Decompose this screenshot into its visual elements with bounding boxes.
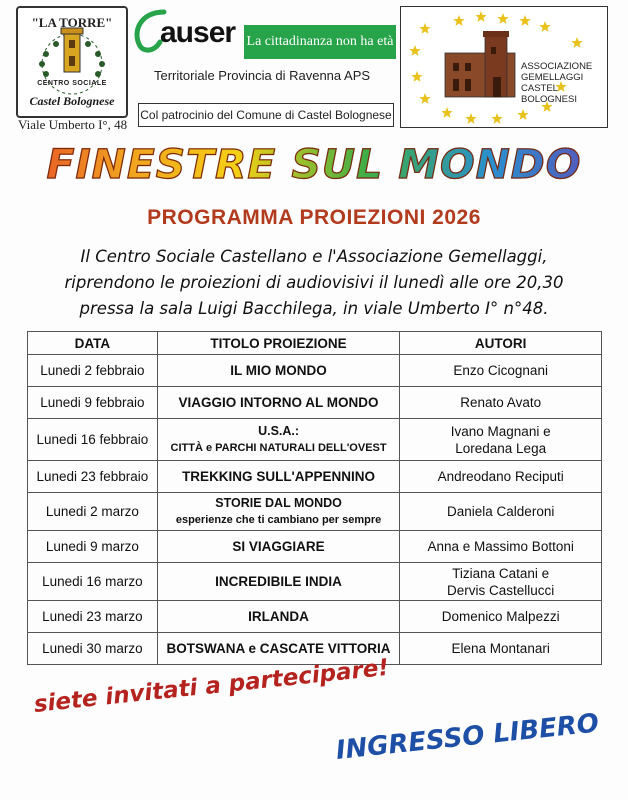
schedule-table <box>27 331 602 665</box>
table-row <box>28 461 602 493</box>
auser-territoriale: Territoriale Provincia di Ravenna APS <box>154 68 371 83</box>
star-icon <box>539 21 550 32</box>
title-line: INCREDIBILE INDIA <box>215 574 342 589</box>
table-row <box>28 387 602 419</box>
la-torre-logo <box>16 6 128 118</box>
auser-logo <box>130 8 240 56</box>
gemellaggi-logo <box>400 6 608 128</box>
torre-subtitle: CENTRO SOCIALE <box>37 80 107 87</box>
intro-paragraph <box>40 244 588 322</box>
table-row <box>28 601 602 633</box>
author-line: Anna e Massimo Bottoni <box>427 539 574 554</box>
gemellaggi-text: ASSOCIAZIONE GEMELLAGGI CASTEL BOLOGNESI <box>521 61 593 105</box>
row-title <box>157 461 400 493</box>
table-row <box>28 531 602 563</box>
row-date: Lunedi 23 febbraio <box>28 461 158 493</box>
star-icon <box>491 113 502 124</box>
title-line: BOTSWANA e CASCATE VITTORIA <box>166 641 391 656</box>
row-authors <box>400 461 602 493</box>
row-date: Lunedi 30 marzo <box>28 633 158 665</box>
row-authors <box>400 531 602 563</box>
table-row <box>28 633 602 665</box>
auser-brand: auser <box>160 16 236 49</box>
intro-line: pressa la sala Luigi Bacchilega, in viale Umberto I° n°48. <box>79 299 549 318</box>
row-date: Lunedi 9 marzo <box>28 531 158 563</box>
title-line: SI VIAGGIARE <box>232 539 325 554</box>
author-line: Andreodano Reciputi <box>437 469 564 484</box>
author-line: Ivano Magnani e <box>450 423 551 439</box>
star-icon <box>571 37 582 48</box>
row-date: Lunedi 2 marzo <box>28 493 158 531</box>
invitati-text: siete invitati a partecipare! <box>32 654 391 718</box>
row-authors <box>400 493 602 531</box>
star-icon <box>419 23 430 34</box>
title-line: STORIE DAL MONDO <box>215 495 342 510</box>
header-titolo: TITOLO PROIEZIONE <box>157 332 400 355</box>
table-row <box>28 563 602 601</box>
row-title <box>157 601 400 633</box>
row-title <box>157 563 400 601</box>
row-authors <box>400 563 602 601</box>
row-authors <box>400 601 602 633</box>
row-title <box>157 387 400 419</box>
row-authors <box>400 419 602 461</box>
author-line: Daniela Calderoni <box>447 504 555 519</box>
star-icon <box>441 107 452 118</box>
table-header-row <box>28 332 602 355</box>
title-line: VIAGGIO INTORNO AL MONDO <box>178 395 379 410</box>
intro-line: Il Centro Sociale Castellano e l'Associazione Gemellaggi, <box>80 247 548 266</box>
author-line: Tiziana Catani e <box>452 565 550 581</box>
author-line: Dervis Castellucci <box>447 582 555 598</box>
row-date: Lunedi 16 marzo <box>28 563 158 601</box>
programma-heading: PROGRAMMA PROIEZIONI 2026 <box>147 206 481 229</box>
castle-illustration <box>445 31 515 97</box>
star-icon <box>419 93 430 104</box>
author-line: Enzo Cicognani <box>453 363 548 378</box>
title-line: IL MIO MONDO <box>230 363 327 378</box>
row-authors <box>400 633 602 665</box>
star-icon <box>517 109 528 120</box>
title-line: CITTÀ e PARCHI NATURALI DELL'OVEST <box>170 441 387 454</box>
star-icon <box>465 113 476 124</box>
star-icon <box>475 11 486 22</box>
row-authors <box>400 355 602 387</box>
row-title <box>157 419 400 461</box>
header-autori: AUTORI <box>400 332 602 355</box>
author-line: Domenico Malpezzi <box>441 609 560 624</box>
auser-tagline: La cittadinanza non ha età <box>246 34 394 49</box>
title-line: IRLANDA <box>248 609 309 624</box>
row-title <box>157 531 400 563</box>
torre-town: Castel Bolognese <box>29 94 115 108</box>
row-date: Lunedi 16 febbraio <box>28 419 158 461</box>
row-date: Lunedi 2 febbraio <box>28 355 158 387</box>
row-date: Lunedi 23 marzo <box>28 601 158 633</box>
star-icon <box>409 45 420 56</box>
author-line: Elena Montanari <box>451 641 550 656</box>
title-line: TREKKING SULL'APPENNINO <box>182 469 376 484</box>
patrocinio-text: Col patrocinio del Comune di Castel Bolognese <box>140 108 392 122</box>
row-authors <box>400 387 602 419</box>
ingresso-libero: INGRESSO LIBERO <box>334 708 601 766</box>
star-icon <box>519 15 530 26</box>
main-title: FINESTRE SUL MONDO <box>0 142 628 188</box>
patrocinio-box <box>138 103 394 127</box>
star-icon <box>453 15 464 26</box>
row-title <box>157 355 400 387</box>
author-line: Loredana Lega <box>455 440 547 456</box>
header-data: DATA <box>28 332 158 355</box>
intro-line: riprendono le proiezioni di audiovisivi il lunedì alle ore 20,30 <box>64 273 564 292</box>
table-row <box>28 419 602 461</box>
auser-tagline-box <box>244 25 396 59</box>
row-title <box>157 493 400 531</box>
torre-title: "LA TORRE" <box>31 15 113 30</box>
address: Viale Umberto I°, 48 <box>18 117 128 132</box>
table-row <box>28 355 602 387</box>
row-date: Lunedi 9 febbraio <box>28 387 158 419</box>
title-line: U.S.A.: <box>258 423 300 438</box>
star-icon <box>497 13 508 24</box>
table-row <box>28 493 602 531</box>
star-icon <box>411 71 422 82</box>
title-line: esperienze che ti cambiano per sempre <box>175 513 382 526</box>
author-line: Renato Avato <box>460 395 542 410</box>
